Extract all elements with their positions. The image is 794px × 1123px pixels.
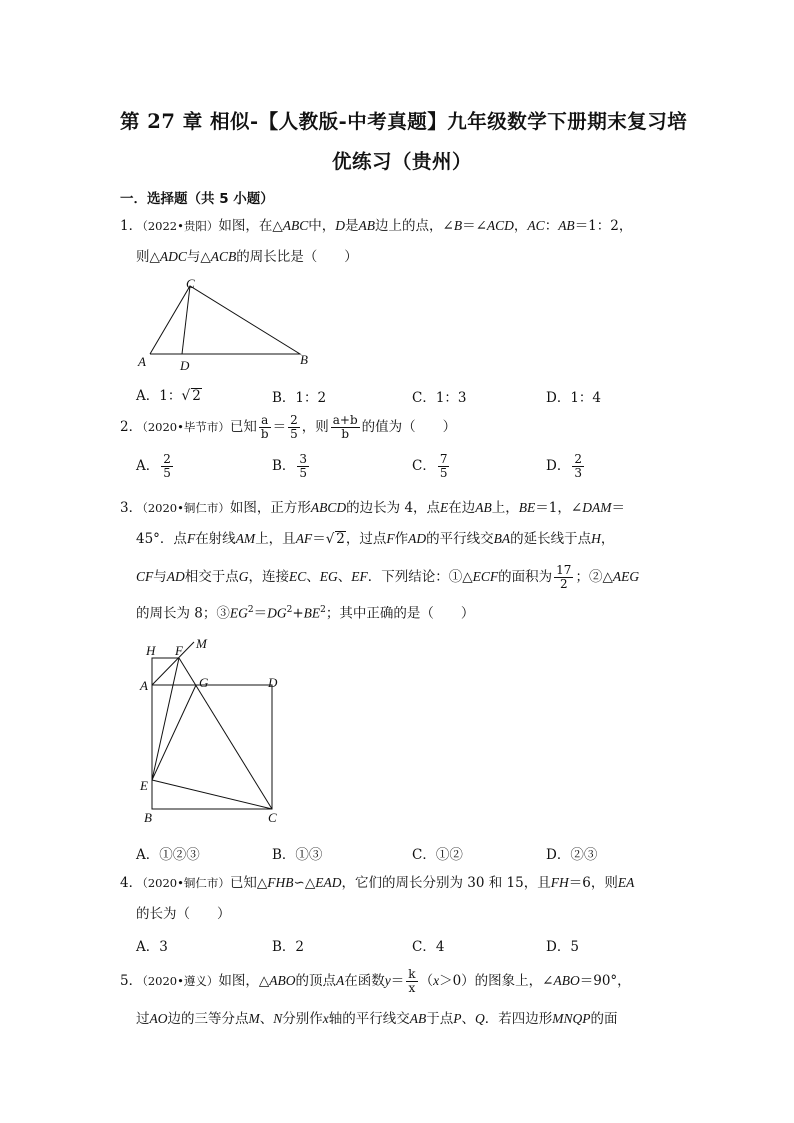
question-3-line1: 3．（2020•铜仁市）如图，正方形ABCD的边长为 4，点E在边AB上，BE＝1，∠DAM＝ xyxy=(120,500,625,516)
q2-option-a[interactable]: A． $\frac{2}{5}$ xyxy=(136,452,171,480)
question-3-line4: 的周长为 8；$③EG^2=DG^2+BE^2$；其中正确的是（ ） xyxy=(136,605,475,622)
question-4-line2: 的长为（ ） xyxy=(136,906,231,922)
question-4-line1: 4．（2020•铜仁市）已知△FHB∽△EAD，它们的周长分别为 30 和 15，且FH＝6，则EA xyxy=(120,875,635,891)
q4-option-d[interactable]: D．5 xyxy=(546,939,579,955)
label-f: F xyxy=(175,643,183,658)
label-g: G xyxy=(199,675,209,690)
question-1-line2: 则△ADC与△ACB的周长比是（ ） xyxy=(136,249,358,265)
question-5-line1: 5．（2020•遵义）如图，△ABO的顶点A在函数y＝ $\frac{k}{x}$ （x＞0）的图象上，∠ABO＝90°， xyxy=(120,967,631,995)
question-1-triangle-figure xyxy=(134,276,324,376)
segment-eg xyxy=(152,685,196,780)
q3-option-d[interactable]: D．②③ xyxy=(546,847,598,863)
label-h: H xyxy=(146,643,156,658)
question-3-line2: 45°．点F在射线AM上，且AF＝√ 2，过点F作AD的平行线交BA的延长线于点H， xyxy=(136,531,615,547)
page-title-line1: 第 27 章 相似-【人教版-中考真题】九年级数学下册期末复习培 xyxy=(120,110,688,133)
q4-option-b[interactable]: B．2 xyxy=(272,939,305,955)
label-a: A xyxy=(138,354,146,369)
question-5-line2: 过AO边的三等分点M、N分别作x轴的平行线交AB于点P、Q．若四边形MNQP的面 xyxy=(136,1011,618,1027)
label-c: C xyxy=(268,810,277,825)
ray-am xyxy=(152,642,194,685)
q2-option-d[interactable]: D． $\frac{2}{3}$ xyxy=(546,452,582,480)
segment-cd xyxy=(182,286,190,354)
question-2: 2．（2020•毕节市）已知 $\frac{a}{b}$ ＝ $\frac{2}{5}$ ，则 $\frac{a+b}{b}$ 的值为（ ） xyxy=(120,413,457,441)
q2-option-c[interactable]: C． $\frac{7}{5}$ xyxy=(412,452,448,480)
segment-ef xyxy=(152,658,179,780)
q1-option-a[interactable]: A．1：√ 2 xyxy=(136,388,201,404)
label-d: D xyxy=(180,358,190,373)
section-heading: 一．选择题（共 5 小题） xyxy=(120,191,274,207)
label-b: B xyxy=(300,352,308,367)
label-d: D xyxy=(268,675,278,690)
q3-option-b[interactable]: B．①③ xyxy=(272,847,323,863)
label-a: A xyxy=(140,678,148,693)
segment-fc xyxy=(179,658,272,809)
label-e: E xyxy=(140,778,148,793)
q1-option-d[interactable]: D．1：4 xyxy=(546,390,602,406)
question-1-line1: 1．（2022•贵阳）如图，在△ABC中，D是AB边上的点，∠B＝∠ACD，AC：AB＝1：2， xyxy=(120,218,633,234)
q1-option-b[interactable]: B．1：2 xyxy=(272,390,327,406)
question-3-square-figure xyxy=(134,630,294,830)
q2-option-b[interactable]: B． $\frac{3}{5}$ xyxy=(272,452,308,480)
q1-option-c[interactable]: C．1：3 xyxy=(412,390,467,406)
q4-option-a[interactable]: A．3 xyxy=(136,939,168,955)
segment-ec xyxy=(152,780,272,809)
label-m: M xyxy=(196,636,207,651)
q3-option-a[interactable]: A．①②③ xyxy=(136,847,200,863)
square-abcd xyxy=(152,685,272,809)
q3-option-c[interactable]: C．①② xyxy=(412,847,463,863)
label-c: C xyxy=(186,276,195,291)
label-b: B xyxy=(144,810,152,825)
triangle-abc xyxy=(150,286,300,354)
question-3-line3: CF与AD相交于点G，连接EC、EG、EF．下列结论：①△ECF的面积为 $\frac{17}{2}$ ；②△AEG xyxy=(136,563,640,591)
q4-option-c[interactable]: C．4 xyxy=(412,939,445,955)
page-title-line2: 优练习（贵州） xyxy=(332,150,473,173)
